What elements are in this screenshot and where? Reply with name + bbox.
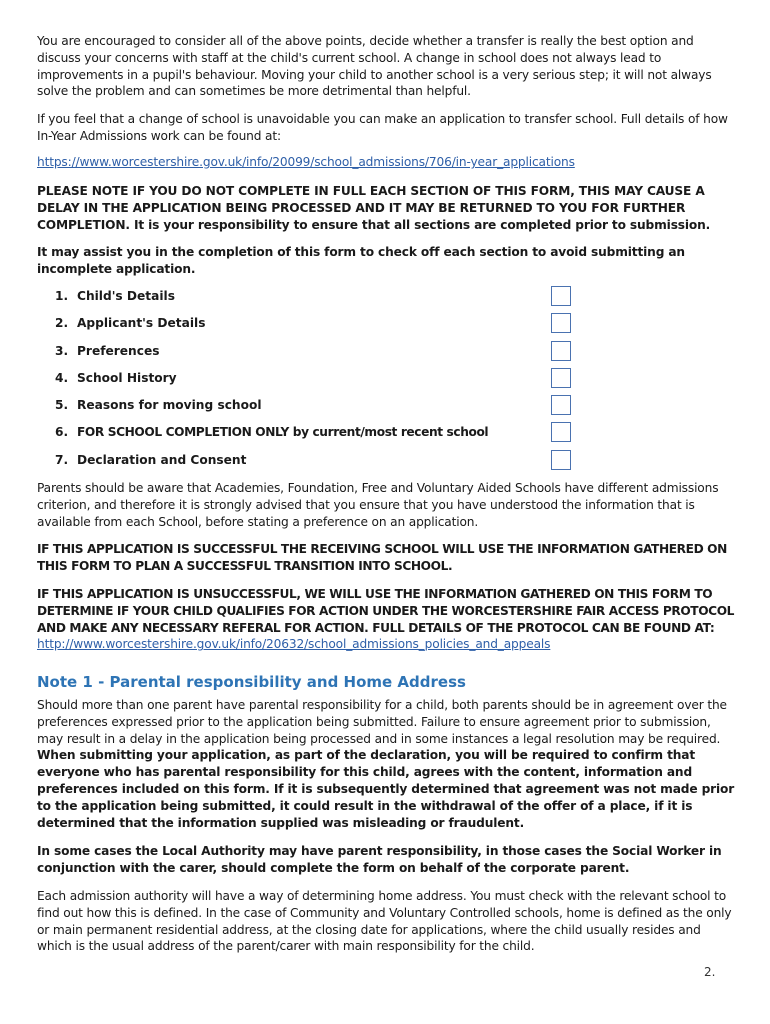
checkbox[interactable] xyxy=(551,450,571,470)
completion-notice: PLEASE NOTE IF YOU DO NOT COMPLETE IN FULL EACH SECTION OF THIS FORM, THIS MAY CAUSE A DELAY IN THE APPLICATION BEING PROCESSED AND IT MAY BE RETURNED TO YOU FOR FURTHER COMPLETION. It is your responsibility to ensure that all sections are completed prior to submission. xyxy=(37,184,711,232)
checklist-item xyxy=(55,422,575,449)
item-label: School History xyxy=(77,370,177,385)
unsuccessful-notice-text: IF THIS APPLICATION IS UNSUCCESSFUL, WE WILL USE THE INFORMATION GATHERED ON THIS FORM TO DETERMINE IF YOUR CHILD QUALIFIES FOR ACTION UNDER THE WORCESTERSHIRE FAIR ACCESS PROTOCOL AND MAKE ANY NECESSARY REFERAL FOR ACTION. FULL DETAILS OF THE PROTOCOL CAN BE FOUND AT: xyxy=(37,587,735,635)
checkbox[interactable] xyxy=(551,422,571,442)
item-number: 5. xyxy=(55,398,69,413)
item-label: Declaration and Consent xyxy=(77,452,247,467)
checklist-item xyxy=(55,368,575,395)
page-number: 2. xyxy=(704,965,716,979)
checkbox[interactable] xyxy=(551,341,571,361)
checklist-instruction: It may assist you in the completion of this form to check off each section to avoid submitting an incomplete application. xyxy=(37,245,685,276)
paragraph-text: Should more than one parent have parental responsibility for a child, both parents should be in agreement over the preferences expressed prior to the application being submitted. Failure to ensure agreement prior to submission, may result in a delay in the application being processed and in some instances a legal resolution may be required. xyxy=(37,698,727,746)
paragraph-bold-text: When submitting your application, as part of the declaration, you will be required to confirm that everyone who has parental responsibility for this child, agrees with the content, information and preferences included on this form. If it is subsequently determined that agreement was not made prior to the application being submitted, it could result in the withdrawal of the offer of a place, if it is determined that the information supplied was misleading or fraudulent. xyxy=(37,748,735,830)
in-year-applications-link[interactable]: https://www.worcestershire.gov.uk/info/20099/school_admissions/706/in-year_applications xyxy=(37,155,575,169)
checkbox[interactable] xyxy=(551,368,571,388)
item-label: Reasons for moving school xyxy=(77,398,262,413)
home-address-paragraph: Each admission authority will have a way of determining home address. You must check with the relevant school to find out how this is defined. In the case of Community and Voluntary Controlled schools, home is defined as the only or main permanent residential address, at the closing date for applications, where the child usually resides and which is the usual address of the parent/carer with main responsibility for the child. xyxy=(37,889,732,954)
item-label: Child's Details xyxy=(77,289,175,303)
checklist-item xyxy=(55,341,575,368)
local-authority-notice: In some cases the Local Authority may have parent responsibility, in those cases the Social Worker in conjunction with the carer, should complete the form on behalf of the corporate parent. xyxy=(37,844,722,875)
fair-access-protocol-link[interactable]: http://www.worcestershire.gov.uk/info/20632/school_admissions_policies_and_appeals xyxy=(37,637,551,652)
checklist-item xyxy=(55,450,575,477)
checklist-item xyxy=(55,286,575,313)
item-number: 4. xyxy=(55,370,69,385)
section-checklist xyxy=(55,286,575,477)
academies-paragraph: Parents should be aware that Academies, Foundation, Free and Voluntary Aided Schools have different admissions criterion, and therefore it is strongly advised that you ensure that you have understood the information that is available from each School, before stating a preference on an application. xyxy=(37,481,719,529)
item-label: Applicant's Details xyxy=(77,316,206,331)
parental-responsibility-paragraph xyxy=(37,697,737,831)
checkbox[interactable] xyxy=(551,313,571,333)
checkbox[interactable] xyxy=(551,395,571,415)
item-label: Preferences xyxy=(77,343,160,358)
successful-notice: IF THIS APPLICATION IS SUCCESSFUL THE RECEIVING SCHOOL WILL USE THE INFORMATION GATHERED ON THIS FORM TO PLAN A SUCCESSFUL TRANSITION INTO SCHOOL. xyxy=(37,542,727,573)
item-number: 1. xyxy=(55,289,69,303)
item-number: 6. xyxy=(55,425,69,440)
checkbox[interactable] xyxy=(551,286,571,306)
item-number: 3. xyxy=(55,343,69,358)
checklist-item xyxy=(55,395,575,422)
unsuccessful-notice xyxy=(37,586,737,653)
item-label: FOR SCHOOL COMPLETION ONLY by current/most recent school xyxy=(77,425,489,440)
section-heading: Note 1 - Parental responsibility and Home Address xyxy=(37,673,466,691)
item-number: 7. xyxy=(55,452,69,467)
item-number: 2. xyxy=(55,316,69,331)
checklist-item xyxy=(55,313,575,340)
intro-paragraph: You are encouraged to consider all of the above points, decide whether a transfer is really the best option and discuss your concerns with staff at the child's current school. A change in school does not always lead to improvements in a pupil's behaviour. Moving your child to another school is a very serious step; it will not always solve the problem and can sometimes be more detrimental than helpful. xyxy=(37,34,712,99)
transfer-paragraph: If you feel that a change of school is unavoidable you can make an application to transfer school. Full details of how In-Year Admissions work can be found at: xyxy=(37,112,728,143)
